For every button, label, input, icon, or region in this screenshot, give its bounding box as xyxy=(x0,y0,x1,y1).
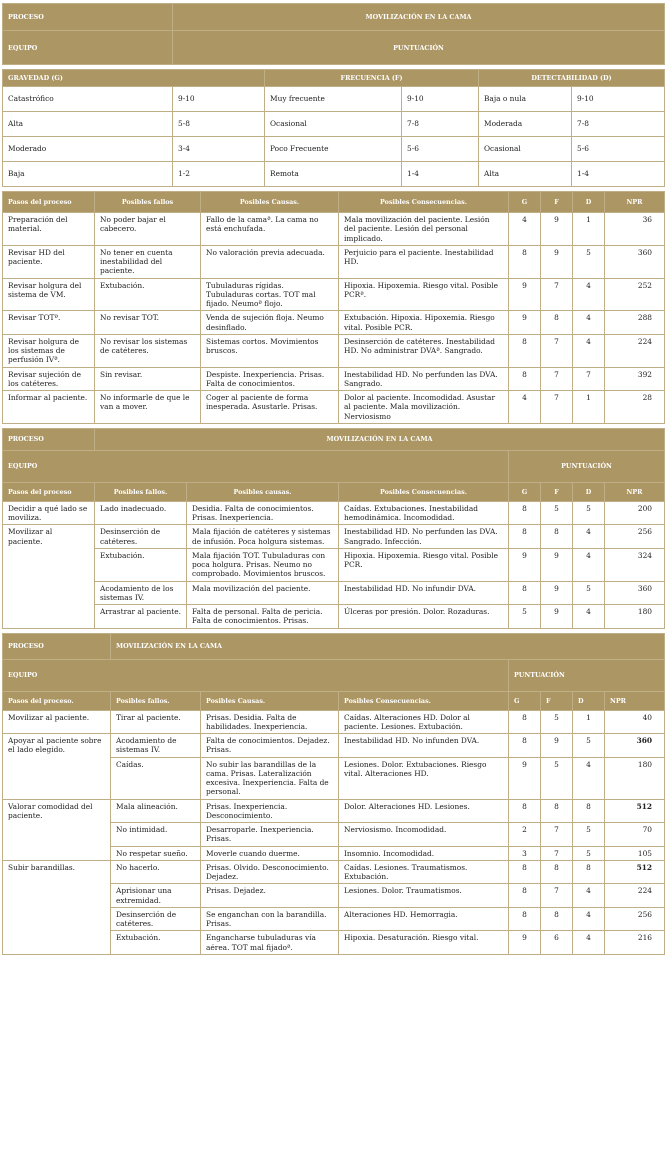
scale-range: 5-8 xyxy=(173,112,265,137)
cause-cell: Falta de personal. Falta de pericia. Falta de conocimientos. Prisas. xyxy=(187,605,339,629)
col-f-2: F xyxy=(541,482,573,501)
consequence-cell: Hipoxia. Hipoxemia. Riesgo vital. Posible PCRª. xyxy=(339,278,509,311)
scale-level: Alta xyxy=(479,162,572,187)
cause-cell: Falta de conocimientos. Dejadez. Prisas. xyxy=(201,734,339,758)
step-cell: Movilizar al paciente. xyxy=(3,525,95,628)
g-cell: 9 xyxy=(509,278,541,311)
f-cell: 9 xyxy=(541,548,573,581)
table-row xyxy=(3,334,665,367)
cause-cell: No subir las barandillas de la cama. Prisas. Lateralización excesiva. Inexperiencia. Falta de personal. xyxy=(201,757,339,799)
proceso-label-2: PROCESO xyxy=(3,428,95,450)
scale-range: 7-8 xyxy=(402,112,479,137)
npr-cell: 360 xyxy=(605,245,665,278)
f-cell: 9 xyxy=(541,213,573,246)
section1-table xyxy=(2,191,665,424)
g-cell: 8 xyxy=(509,799,541,823)
scale-level: Muy frecuente xyxy=(265,87,402,112)
scale-level: Remota xyxy=(265,162,402,187)
f-cell: 7 xyxy=(541,367,573,391)
col-g-3: G xyxy=(509,691,541,710)
d-cell: 4 xyxy=(573,931,605,955)
col-npr-3: NPR xyxy=(605,691,665,710)
col-npr: NPR xyxy=(605,192,665,213)
d-cell: 5 xyxy=(573,501,605,525)
scale-row xyxy=(3,137,665,162)
step-cell: Revisar HD del paciente. xyxy=(3,245,95,278)
cause-cell: Prisas. Olvido. Desconocimiento. Dejadez. xyxy=(201,860,339,884)
npr-cell: 256 xyxy=(605,525,665,549)
d-cell: 4 xyxy=(573,605,605,629)
col-d-3: D xyxy=(573,691,605,710)
col-pasos-2: Pasos del proceso xyxy=(3,482,95,501)
f-cell: 8 xyxy=(541,799,573,823)
scale-header-frecuencia: FRECUENCIA (F) xyxy=(265,70,479,87)
d-cell: 1 xyxy=(573,710,605,734)
g-cell: 3 xyxy=(509,846,541,860)
col-consecuencias-3: Posibles Consecuencias. xyxy=(339,691,509,710)
proceso-value-3: MOVILIZACIÓN EN LA CAMA xyxy=(111,633,665,659)
consequence-cell: Inestabilidad HD. No infunden DVA. xyxy=(339,734,509,758)
scale-level: Baja xyxy=(3,162,173,187)
table-row xyxy=(3,501,665,525)
consequence-cell: Dolor al paciente. Incomodidad. Asustar al paciente. Mala movilización. Nerviosismo xyxy=(339,391,509,424)
npr-cell: 288 xyxy=(605,311,665,335)
col-g-2: G xyxy=(509,482,541,501)
scale-body xyxy=(3,87,665,187)
f-cell: 9 xyxy=(541,581,573,605)
f-cell: 8 xyxy=(541,860,573,884)
failure-cell: Extubación. xyxy=(95,548,187,581)
consequence-cell: Alteraciones HD. Hemorragia. xyxy=(339,907,509,931)
failure-cell: Mala alineación. xyxy=(111,799,201,823)
npr-cell: 40 xyxy=(605,710,665,734)
npr-cell: 324 xyxy=(605,548,665,581)
section3-body xyxy=(3,710,665,954)
f-cell: 5 xyxy=(541,710,573,734)
failure-cell: No hacerlo. xyxy=(111,860,201,884)
consequence-cell: Inestabilidad HD. No perfunden las DVA. Sangrado. xyxy=(339,367,509,391)
npr-cell: 360 xyxy=(605,734,665,758)
cause-cell: Prisas. Dejadez. xyxy=(201,884,339,908)
cause-cell: Mala fijación TOT. Tubuladuras con poca holgura. Prisas. Neumo no comprobado. Movimientos bruscos. xyxy=(187,548,339,581)
cause-cell: Fallo de la camaª. La cama no está enchufada. xyxy=(201,213,339,246)
consequence-cell: Úlceras por presión. Dolor. Rozaduras. xyxy=(339,605,509,629)
col-npr-2: NPR xyxy=(605,482,665,501)
scale-range: 5-6 xyxy=(572,137,665,162)
npr-cell: 224 xyxy=(605,884,665,908)
col-fallos: Posibles fallos xyxy=(95,192,201,213)
scale-range: 3-4 xyxy=(173,137,265,162)
table-row xyxy=(3,734,665,758)
npr-cell: 180 xyxy=(605,605,665,629)
npr-cell: 512 xyxy=(605,860,665,884)
scale-level: Moderada xyxy=(479,112,572,137)
f-cell: 5 xyxy=(541,501,573,525)
failure-cell: Extubación. xyxy=(111,931,201,955)
scale-row xyxy=(3,162,665,187)
table-row xyxy=(3,525,665,549)
g-cell: 8 xyxy=(509,907,541,931)
d-cell: 5 xyxy=(573,734,605,758)
puntuacion-label: PUNTUACIÓN xyxy=(173,31,665,65)
npr-cell: 200 xyxy=(605,501,665,525)
col-d-2: D xyxy=(573,482,605,501)
d-cell: 4 xyxy=(573,525,605,549)
col-consecuencias-2: Posibles Consecuencias. xyxy=(339,482,509,501)
scale-level: Ocasional xyxy=(265,112,402,137)
g-cell: 8 xyxy=(509,525,541,549)
failure-cell: Acodamiento de sistemas IV. xyxy=(111,734,201,758)
failure-cell: Arrastrar al paciente. xyxy=(95,605,187,629)
table-row xyxy=(3,581,665,605)
consequence-cell: Perjuicio para el paciente. Inestabilidad HD. xyxy=(339,245,509,278)
g-cell: 9 xyxy=(509,931,541,955)
g-cell: 8 xyxy=(509,367,541,391)
proceso-label-3: PROCESO xyxy=(3,633,111,659)
cause-cell: Mala movilización del paciente. xyxy=(187,581,339,605)
scale-level: Ocasional xyxy=(479,137,572,162)
step-cell: Revisar sujeción de los catéteres. xyxy=(3,367,95,391)
scale-level: Moderado xyxy=(3,137,173,162)
section1-body xyxy=(3,213,665,424)
f-cell: 8 xyxy=(541,525,573,549)
cause-cell: Moverle cuando duerme. xyxy=(201,846,339,860)
table-row xyxy=(3,278,665,311)
d-cell: 4 xyxy=(573,907,605,931)
col-fallos-3: Posibles fallos. xyxy=(111,691,201,710)
cause-cell: Sistemas cortos. Movimientos bruscos. xyxy=(201,334,339,367)
consequence-cell: Inestabilidad HD. No perfunden las DVA. Sangrado. Infección. xyxy=(339,525,509,549)
failure-cell: No revisar los sistemas de catéteres. xyxy=(95,334,201,367)
scale-level: Baja o nula xyxy=(479,87,572,112)
npr-cell: 36 xyxy=(605,213,665,246)
table-row xyxy=(3,710,665,734)
failure-cell: Desinserción de catéteres. xyxy=(95,525,187,549)
section1-title-table xyxy=(2,3,665,65)
step-cell: Revisar TOTª. xyxy=(3,311,95,335)
scale-range: 1-4 xyxy=(572,162,665,187)
d-cell: 5 xyxy=(573,245,605,278)
g-cell: 9 xyxy=(509,548,541,581)
consequence-cell: Caídas. Alteraciones HD. Dolor al paciente. Lesiones. Extubación. xyxy=(339,710,509,734)
step-cell: Subir barandillas. xyxy=(3,860,111,954)
g-cell: 4 xyxy=(509,391,541,424)
failure-cell: Acodamiento de los sistemas IV. xyxy=(95,581,187,605)
d-cell: 4 xyxy=(573,884,605,908)
scale-range: 9-10 xyxy=(402,87,479,112)
d-cell: 5 xyxy=(573,581,605,605)
scale-level: Poco Frecuente xyxy=(265,137,402,162)
cause-cell: Engancharse tubuladuras vía aérea. TOT mal fijadoª. xyxy=(201,931,339,955)
d-cell: 5 xyxy=(573,846,605,860)
col-g: G xyxy=(509,192,541,213)
cause-cell: Prisas. Desidia. Falta de habilidades. Inexperiencia. xyxy=(201,710,339,734)
table-row xyxy=(3,548,665,581)
scale-range: 1-4 xyxy=(402,162,479,187)
proceso-value: MOVILIZACIÓN EN LA CAMA xyxy=(173,4,665,31)
d-cell: 4 xyxy=(573,278,605,311)
d-cell: 7 xyxy=(573,367,605,391)
scale-header-gravedad: GRAVEDAD (G) xyxy=(3,70,265,87)
failure-cell: Tirar al paciente. xyxy=(111,710,201,734)
consequence-cell: Hipoxia. Desaturación. Riesgo vital. xyxy=(339,931,509,955)
failure-cell: No revisar TOT. xyxy=(95,311,201,335)
col-causas: Posibles Causas. xyxy=(201,192,339,213)
npr-cell: 224 xyxy=(605,334,665,367)
table-row xyxy=(3,391,665,424)
col-f-3: F xyxy=(541,691,573,710)
npr-cell: 70 xyxy=(605,823,665,847)
consequence-cell: Nerviosismo. Incomodidad. xyxy=(339,823,509,847)
g-cell: 4 xyxy=(509,213,541,246)
f-cell: 7 xyxy=(541,884,573,908)
proceso-label: PROCESO xyxy=(3,4,173,31)
scale-range: 9-10 xyxy=(173,87,265,112)
scale-range: 9-10 xyxy=(572,87,665,112)
cause-cell: Venda de sujeción floja. Neumo desinflado. xyxy=(201,311,339,335)
col-fallos-2: Posibles fallos. xyxy=(95,482,187,501)
cause-cell: Desidia. Falta de conocimientos. Prisas. Inexperiencia. xyxy=(187,501,339,525)
consequence-cell: Lesiones. Dolor. Traumatismos. xyxy=(339,884,509,908)
table-row xyxy=(3,245,665,278)
d-cell: 4 xyxy=(573,334,605,367)
d-cell: 8 xyxy=(573,799,605,823)
step-cell: Informar al paciente. xyxy=(3,391,95,424)
equipo-label-3: EQUIPO xyxy=(3,659,509,691)
scale-header-detectabilidad: DETECTABILIDAD (D) xyxy=(479,70,665,87)
f-cell: 7 xyxy=(541,278,573,311)
consequence-cell: Mala movilización del paciente. Lesión del paciente. Lesión del personal implicado. xyxy=(339,213,509,246)
g-cell: 8 xyxy=(509,245,541,278)
f-cell: 7 xyxy=(541,334,573,367)
npr-cell: 28 xyxy=(605,391,665,424)
cause-cell: Prisas. Inexperiencia. Desconocimiento. xyxy=(201,799,339,823)
f-cell: 5 xyxy=(541,757,573,799)
col-f: F xyxy=(541,192,573,213)
d-cell: 8 xyxy=(573,860,605,884)
col-consecuencias: Posibles Consecuencias. xyxy=(339,192,509,213)
npr-cell: 360 xyxy=(605,581,665,605)
puntuacion-label-2: PUNTUACIÓN xyxy=(509,450,665,482)
table-row xyxy=(3,311,665,335)
scale-range: 1-2 xyxy=(173,162,265,187)
table-row xyxy=(3,605,665,629)
consequence-cell: Lesiones. Dolor. Extubaciones. Riesgo vital. Alteraciones HD. xyxy=(339,757,509,799)
scale-level: Catastrófico xyxy=(3,87,173,112)
g-cell: 2 xyxy=(509,823,541,847)
cause-cell: Mala fijación de catéteres y sistemas de infusión. Poca holgura sistemas. xyxy=(187,525,339,549)
table-row xyxy=(3,799,665,823)
consequence-cell: Desinserción de catéteres. Inestabilidad HD. No administrar DVAª. Sangrado. xyxy=(339,334,509,367)
consequence-cell: Hipoxia. Hipoxemia. Riesgo vital. Posible PCR. xyxy=(339,548,509,581)
step-cell: Revisar holgura de los sistemas de perfusión IVª. xyxy=(3,334,95,367)
g-cell: 5 xyxy=(509,605,541,629)
scale-table xyxy=(2,69,665,187)
cause-cell: Coger al paciente de forma inesperada. Asustarle. Prisas. xyxy=(201,391,339,424)
proceso-value-2: MOVILIZACIÓN EN LA CAMA xyxy=(95,428,665,450)
d-cell: 5 xyxy=(573,823,605,847)
g-cell: 8 xyxy=(509,734,541,758)
step-cell: Preparación del material. xyxy=(3,213,95,246)
table-row xyxy=(3,367,665,391)
f-cell: 7 xyxy=(541,823,573,847)
d-cell: 4 xyxy=(573,757,605,799)
g-cell: 8 xyxy=(509,581,541,605)
failure-cell: Aprisionar una extremidad. xyxy=(111,884,201,908)
consequence-cell: Inestabilidad HD. No infundir DVA. xyxy=(339,581,509,605)
failure-cell: No poder bajar el cabecero. xyxy=(95,213,201,246)
failure-cell: Sin revisar. xyxy=(95,367,201,391)
step-cell: Decidir a qué lado se moviliza. xyxy=(3,501,95,525)
f-cell: 9 xyxy=(541,245,573,278)
f-cell: 7 xyxy=(541,391,573,424)
g-cell: 9 xyxy=(509,757,541,799)
d-cell: 4 xyxy=(573,548,605,581)
col-causas-3: Posibles Causas. xyxy=(201,691,339,710)
consequence-cell: Insomnio. Incomodidad. xyxy=(339,846,509,860)
col-pasos: Pasos del proceso xyxy=(3,192,95,213)
consequence-cell: Caídas. Lesiones. Traumatismos. Extubación. xyxy=(339,860,509,884)
f-cell: 9 xyxy=(541,605,573,629)
npr-cell: 256 xyxy=(605,907,665,931)
col-pasos-3: Pasos del proceso. xyxy=(3,691,111,710)
npr-cell: 216 xyxy=(605,931,665,955)
scale-range: 7-8 xyxy=(572,112,665,137)
f-cell: 7 xyxy=(541,846,573,860)
step-cell: Valorar comodidad del paciente. xyxy=(3,799,111,860)
g-cell: 8 xyxy=(509,860,541,884)
col-causas-2: Posibles causas. xyxy=(187,482,339,501)
f-cell: 8 xyxy=(541,907,573,931)
g-cell: 8 xyxy=(509,710,541,734)
cause-cell: Despiste. Inexperiencia. Prisas. Falta de conocimientos. xyxy=(201,367,339,391)
cause-cell: Tubuladuras rígidas. Tubuladuras cortas. TOT mal fijado. Neumoª flojo. xyxy=(201,278,339,311)
npr-cell: 180 xyxy=(605,757,665,799)
section2-body xyxy=(3,501,665,628)
puntuacion-label-3: PUNTUACIÓN xyxy=(509,659,665,691)
step-cell: Movilizar al paciente. xyxy=(3,710,111,734)
g-cell: 9 xyxy=(509,311,541,335)
d-cell: 1 xyxy=(573,213,605,246)
cause-cell: No valoración previa adecuada. xyxy=(201,245,339,278)
f-cell: 6 xyxy=(541,931,573,955)
section2-table xyxy=(2,428,665,629)
scale-row xyxy=(3,87,665,112)
section3-table xyxy=(2,633,665,955)
consequence-cell: Dolor. Alteraciones HD. Lesiones. xyxy=(339,799,509,823)
scale-row xyxy=(3,112,665,137)
step-cell: Revisar holgura del sistema de VM. xyxy=(3,278,95,311)
consequence-cell: Caídas. Extubaciones. Inestabilidad hemodinámica. Incomodidad. xyxy=(339,501,509,525)
failure-cell: Lado inadecuado. xyxy=(95,501,187,525)
table-row xyxy=(3,860,665,884)
g-cell: 8 xyxy=(509,884,541,908)
npr-cell: 392 xyxy=(605,367,665,391)
npr-cell: 512 xyxy=(605,799,665,823)
failure-cell: Desinserción de catéteres. xyxy=(111,907,201,931)
cause-cell: Se enganchan con la barandilla. Prisas. xyxy=(201,907,339,931)
d-cell: 1 xyxy=(573,391,605,424)
equipo-label-2: EQUIPO xyxy=(3,450,509,482)
equipo-label: EQUIPO xyxy=(3,31,173,65)
f-cell: 9 xyxy=(541,734,573,758)
col-d: D xyxy=(573,192,605,213)
failure-cell: No informarle de que le van a mover. xyxy=(95,391,201,424)
failure-cell: Caídas. xyxy=(111,757,201,799)
page xyxy=(0,3,667,1170)
npr-cell: 105 xyxy=(605,846,665,860)
g-cell: 8 xyxy=(509,334,541,367)
failure-cell: No tener en cuenta inestabilidad del paciente. xyxy=(95,245,201,278)
cause-cell: Desarroparle. Inexperiencia. Prisas. xyxy=(201,823,339,847)
table-row xyxy=(3,213,665,246)
scale-level: Alta xyxy=(3,112,173,137)
g-cell: 8 xyxy=(509,501,541,525)
failure-cell: Extubación. xyxy=(95,278,201,311)
d-cell: 4 xyxy=(573,311,605,335)
step-cell: Apoyar al paciente sobre el lado elegido. xyxy=(3,734,111,800)
f-cell: 8 xyxy=(541,311,573,335)
failure-cell: No intimidad. xyxy=(111,823,201,847)
consequence-cell: Extubación. Hipoxia. Hipoxemia. Riesgo vital. Posible PCR. xyxy=(339,311,509,335)
failure-cell: No respetar sueño. xyxy=(111,846,201,860)
scale-range: 5-6 xyxy=(402,137,479,162)
npr-cell: 252 xyxy=(605,278,665,311)
